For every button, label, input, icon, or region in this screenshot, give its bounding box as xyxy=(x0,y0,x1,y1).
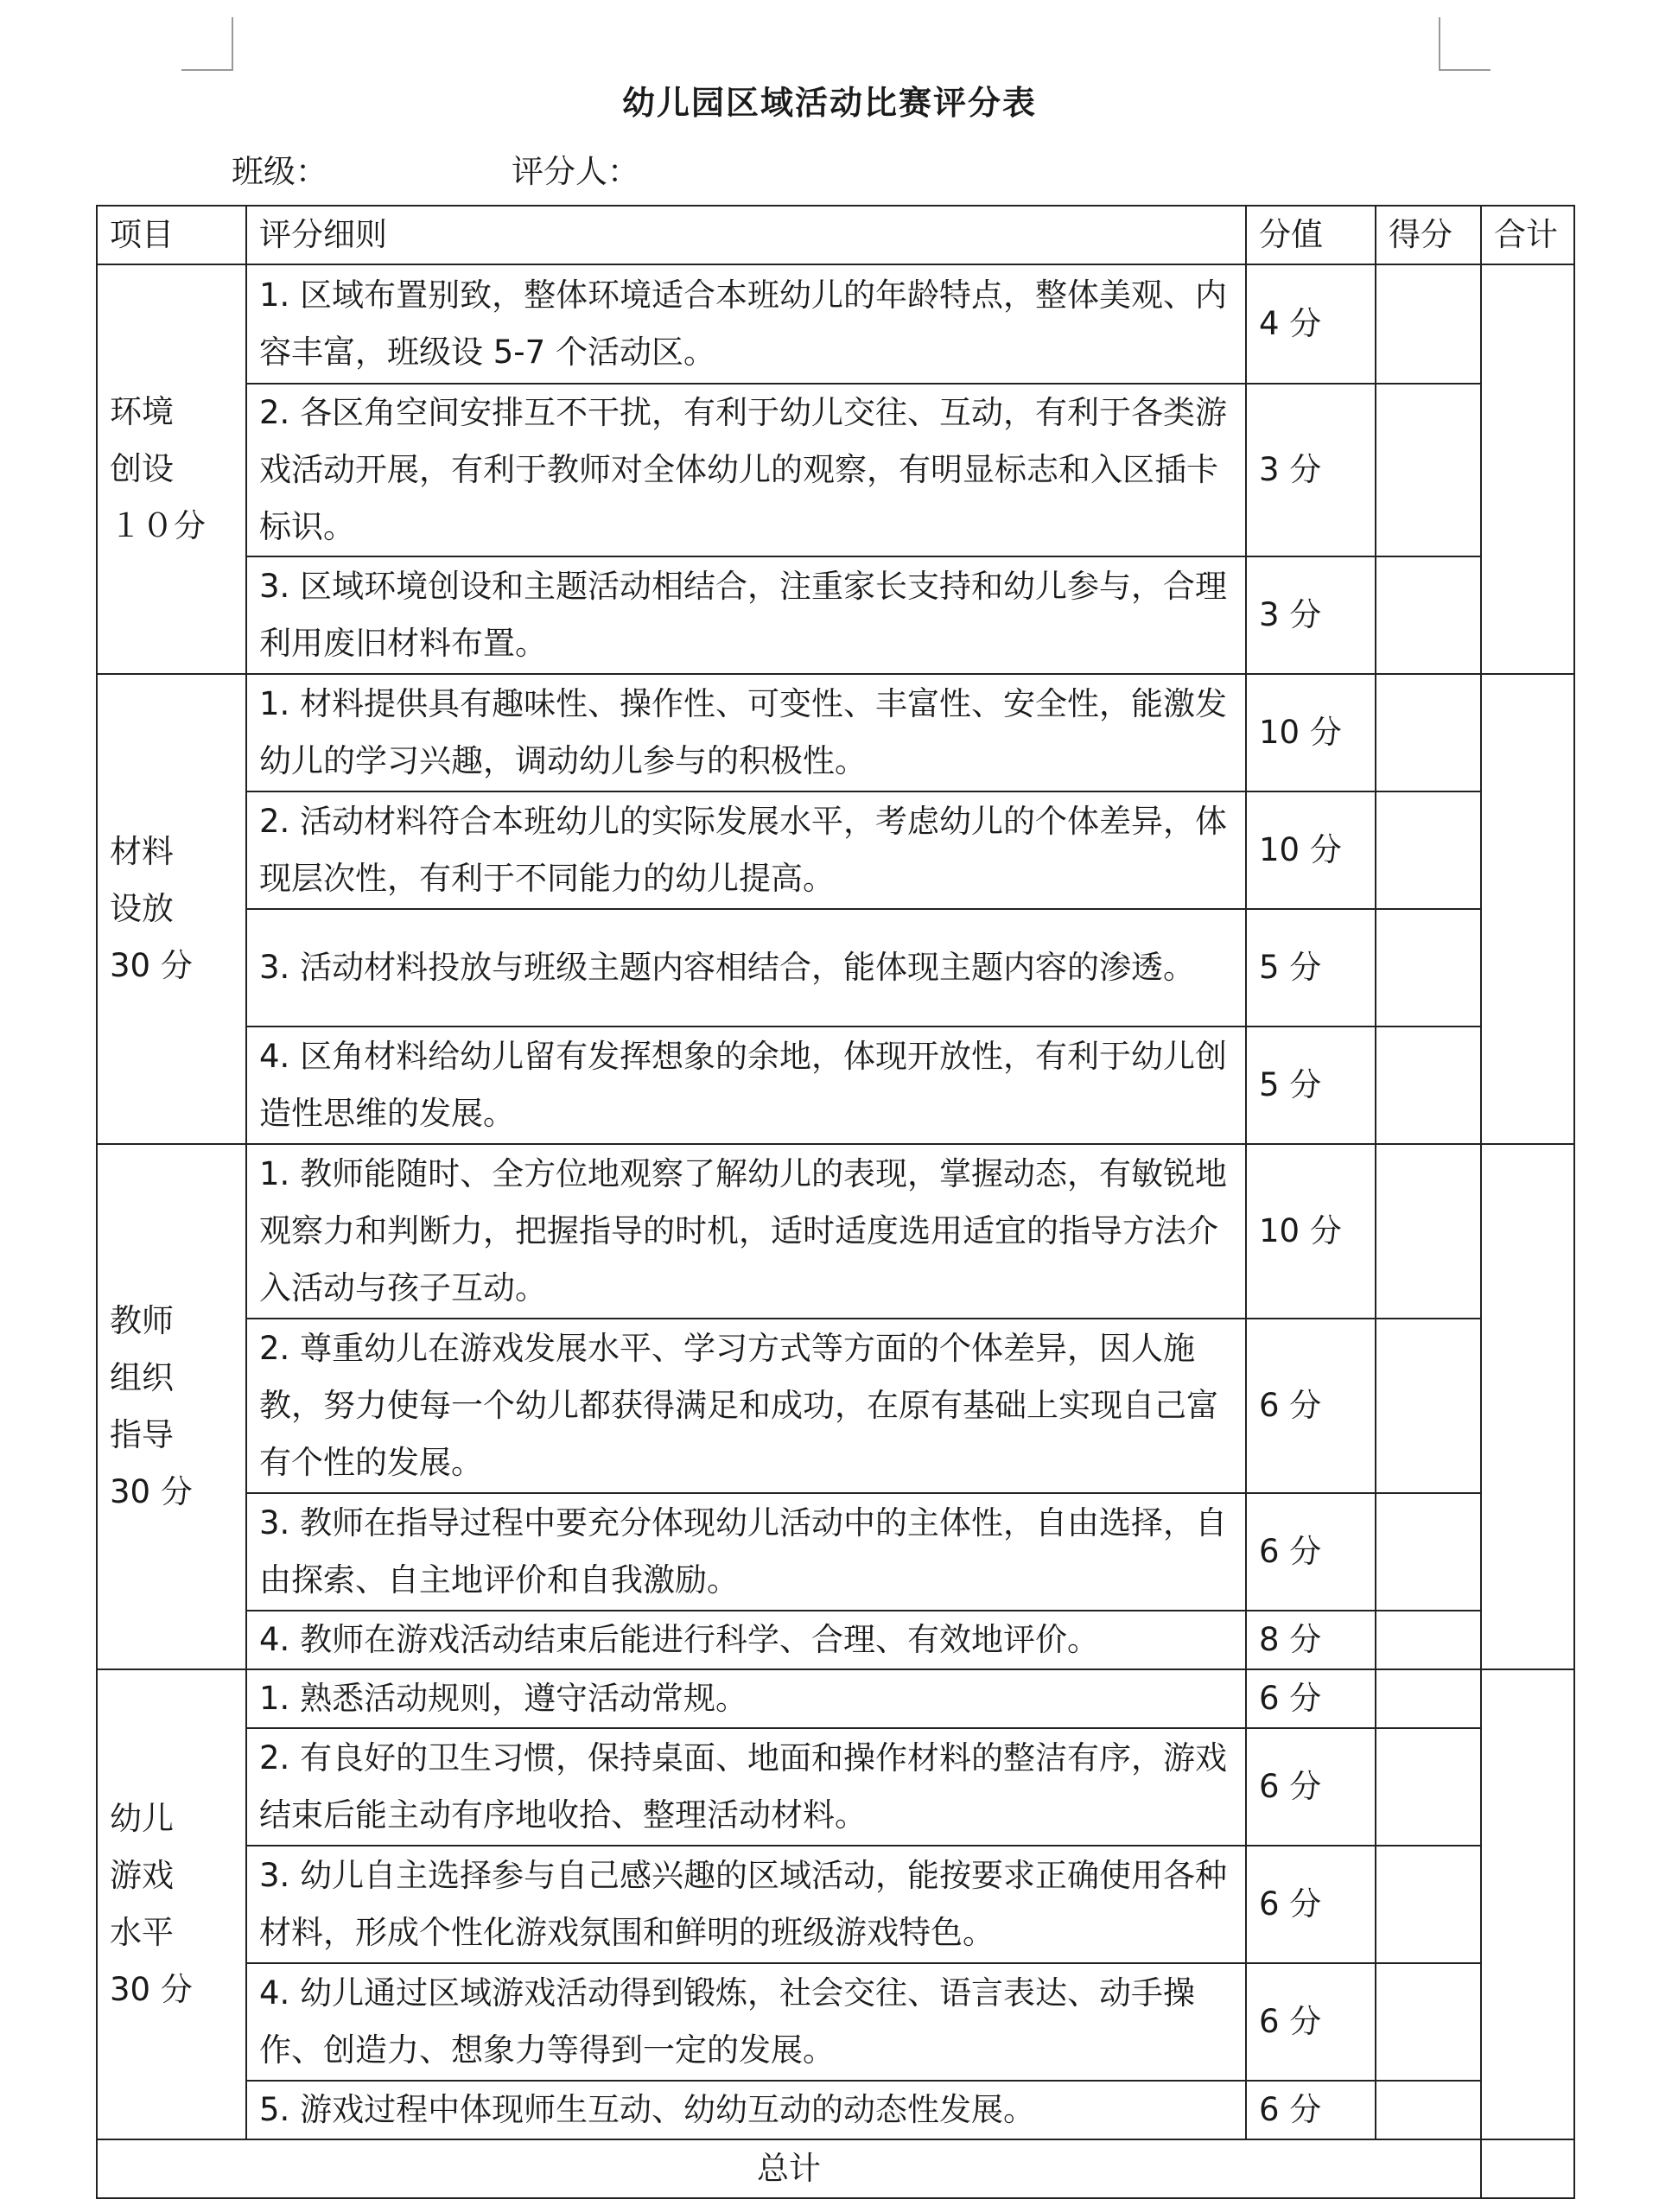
rule-cell: 4. 区角材料给幼儿留有发挥想象的余地，体现开放性，有利于幼儿创造性思维的发展。 xyxy=(246,1027,1246,1144)
points-cell: 6 分 xyxy=(1246,1669,1376,1728)
table-row xyxy=(97,1728,1574,1846)
rule-cell: 3. 区域环境创设和主题活动相结合，注重家长支持和幼儿参与，合理利用废旧材料布置。 xyxy=(246,556,1246,674)
table-row xyxy=(97,2081,1574,2139)
subtotal-cell[interactable] xyxy=(1481,1144,1574,1669)
table-row xyxy=(97,674,1574,791)
page-corner-mark-top-right xyxy=(1439,17,1491,71)
points-cell: 6 分 xyxy=(1246,1493,1376,1611)
category-line: 组织 xyxy=(110,1359,174,1396)
rule-cell: 1. 熟悉活动规则，遵守活动常规。 xyxy=(246,1669,1246,1728)
points-cell: 6 分 xyxy=(1246,1319,1376,1493)
points-cell: 6 分 xyxy=(1246,1963,1376,2081)
header-subtotal: 合计 xyxy=(1481,206,1574,264)
section-category-cell xyxy=(97,674,246,1144)
table-row xyxy=(97,384,1574,556)
score-input-cell[interactable] xyxy=(1376,909,1481,1027)
score-input-cell[interactable] xyxy=(1376,556,1481,674)
points-cell: 5 分 xyxy=(1246,909,1376,1027)
table-row xyxy=(97,1319,1574,1493)
points-cell: 6 分 xyxy=(1246,1846,1376,1963)
rule-cell: 5. 游戏过程中体现师生互动、幼幼互动的动态性发展。 xyxy=(246,2081,1246,2139)
score-input-cell[interactable] xyxy=(1376,1728,1481,1846)
subtotal-cell[interactable] xyxy=(1481,674,1574,1144)
rule-cell: 2. 活动材料符合本班幼儿的实际发展水平，考虑幼儿的个体差异，体现层次性，有利于不同能力的幼儿提高。 xyxy=(246,791,1246,909)
rule-cell: 3. 活动材料投放与班级主题内容相结合，能体现主题内容的渗透。 xyxy=(246,909,1246,1027)
score-input-cell[interactable] xyxy=(1376,1846,1481,1963)
category-line: 水平 xyxy=(110,1914,174,1951)
category-line: 环境 xyxy=(110,393,174,430)
header-score: 得分 xyxy=(1376,206,1481,264)
table-row xyxy=(97,1611,1574,1669)
category-line: 创设 xyxy=(110,450,174,487)
rule-cell: 2. 各区角空间安排互不干扰，有利于幼儿交往、互动，有利于各类游戏活动开展，有利于教师对全体幼儿的观察，有明显标志和入区插卡标识。 xyxy=(246,384,1246,556)
page-corner-mark-top-left xyxy=(181,17,233,71)
category-line: 30 分 xyxy=(110,1971,193,2008)
points-cell: 6 分 xyxy=(1246,1728,1376,1846)
points-cell: 3 分 xyxy=(1246,556,1376,674)
header-points: 分值 xyxy=(1246,206,1376,264)
score-input-cell[interactable] xyxy=(1376,791,1481,909)
table-header-row xyxy=(97,206,1574,264)
score-input-cell[interactable] xyxy=(1376,1319,1481,1493)
points-cell: 6 分 xyxy=(1246,2081,1376,2139)
score-input-cell[interactable] xyxy=(1376,2081,1481,2139)
rule-cell: 1. 材料提供具有趣味性、操作性、可变性、丰富性、安全性，能激发幼儿的学习兴趣，调动幼儿参与的积极性。 xyxy=(246,674,1246,791)
table-row xyxy=(97,1669,1574,1728)
points-cell: 10 分 xyxy=(1246,1144,1376,1319)
table-row xyxy=(97,556,1574,674)
points-cell: 10 分 xyxy=(1246,791,1376,909)
points-cell: 4 分 xyxy=(1246,264,1376,384)
subtotal-cell[interactable] xyxy=(1481,264,1574,674)
category-line: 教师 xyxy=(110,1302,174,1339)
category-line: 30 分 xyxy=(110,1473,193,1510)
rule-cell: 4. 教师在游戏活动结束后能进行科学、合理、有效地评价。 xyxy=(246,1611,1246,1669)
table-row xyxy=(97,791,1574,909)
score-input-cell[interactable] xyxy=(1376,1611,1481,1669)
rule-cell: 1. 教师能随时、全方位地观察了解幼儿的表现，掌握动态，有敏锐地观察力和判断力，把握指导的时机，适时适度选用适宜的指导方法介入活动与孩子互动。 xyxy=(246,1144,1246,1319)
table-row xyxy=(97,264,1574,384)
rule-cell: 1. 区域布置别致，整体环境适合本班幼儿的年龄特点，整体美观、内容丰富，班级设 5-7 个活动区。 xyxy=(246,264,1246,384)
table-row xyxy=(97,1493,1574,1611)
score-input-cell[interactable] xyxy=(1376,1027,1481,1144)
document-title: 幼儿园区域活动比赛评分表 xyxy=(621,84,1037,122)
table-row xyxy=(97,1144,1574,1319)
score-input-cell[interactable] xyxy=(1376,1669,1481,1728)
score-input-cell[interactable] xyxy=(1376,1144,1481,1319)
category-line: 幼儿 xyxy=(110,1800,174,1837)
scorer-label: 评分人： xyxy=(512,153,639,190)
table-row xyxy=(97,1963,1574,2081)
subtotal-cell[interactable] xyxy=(1481,1669,1574,2139)
rule-cell: 4. 幼儿通过区域游戏活动得到锻炼，社会交往、语言表达、动手操作、创造力、想象力等得到一定的发展。 xyxy=(246,1963,1246,2081)
rule-cell: 3. 幼儿自主选择参与自己感兴趣的区域活动，能按要求正确使用各种材料，形成个性化游戏氛围和鲜明的班级游戏特色。 xyxy=(246,1846,1246,1963)
section-category-cell xyxy=(97,1669,246,2139)
section-category-cell xyxy=(97,264,246,674)
total-label: 总计 xyxy=(97,2139,1481,2198)
header-rules: 评分细则 xyxy=(246,206,1246,264)
score-input-cell[interactable] xyxy=(1376,264,1481,384)
points-cell: 8 分 xyxy=(1246,1611,1376,1669)
score-input-cell[interactable] xyxy=(1376,384,1481,556)
points-cell: 5 分 xyxy=(1246,1027,1376,1144)
total-row xyxy=(97,2139,1574,2198)
category-line: 30 分 xyxy=(110,947,193,984)
rule-cell: 3. 教师在指导过程中要充分体现幼儿活动中的主体性，自由选择，自由探索、自主地评价和自我激励。 xyxy=(246,1493,1246,1611)
section-category-cell xyxy=(97,1144,246,1669)
class-label: 班级： xyxy=(232,153,327,190)
table-row xyxy=(97,909,1574,1027)
rule-cell: 2. 尊重幼儿在游戏发展水平、学习方式等方面的个体差异，因人施教，努力使每一个幼儿都获得满足和成功，在原有基础上实现自己富有个性的发展。 xyxy=(246,1319,1246,1493)
category-line: 材料 xyxy=(110,833,174,870)
score-input-cell[interactable] xyxy=(1376,1963,1481,2081)
category-line: １０分 xyxy=(110,507,206,544)
header-item: 项目 xyxy=(97,206,246,264)
scoring-table xyxy=(96,205,1575,2199)
score-input-cell[interactable] xyxy=(1376,674,1481,791)
score-input-cell[interactable] xyxy=(1376,1493,1481,1611)
table-row xyxy=(97,1027,1574,1144)
points-cell: 10 分 xyxy=(1246,674,1376,791)
category-line: 游戏 xyxy=(110,1857,174,1894)
points-cell: 3 分 xyxy=(1246,384,1376,556)
category-line: 设放 xyxy=(110,890,174,927)
total-value-cell[interactable] xyxy=(1481,2139,1574,2198)
rule-cell: 2. 有良好的卫生习惯，保持桌面、地面和操作材料的整洁有序，游戏结束后能主动有序地收拾、整理活动材料。 xyxy=(246,1728,1246,1846)
table-row xyxy=(97,1846,1574,1963)
category-line: 指导 xyxy=(110,1416,174,1453)
